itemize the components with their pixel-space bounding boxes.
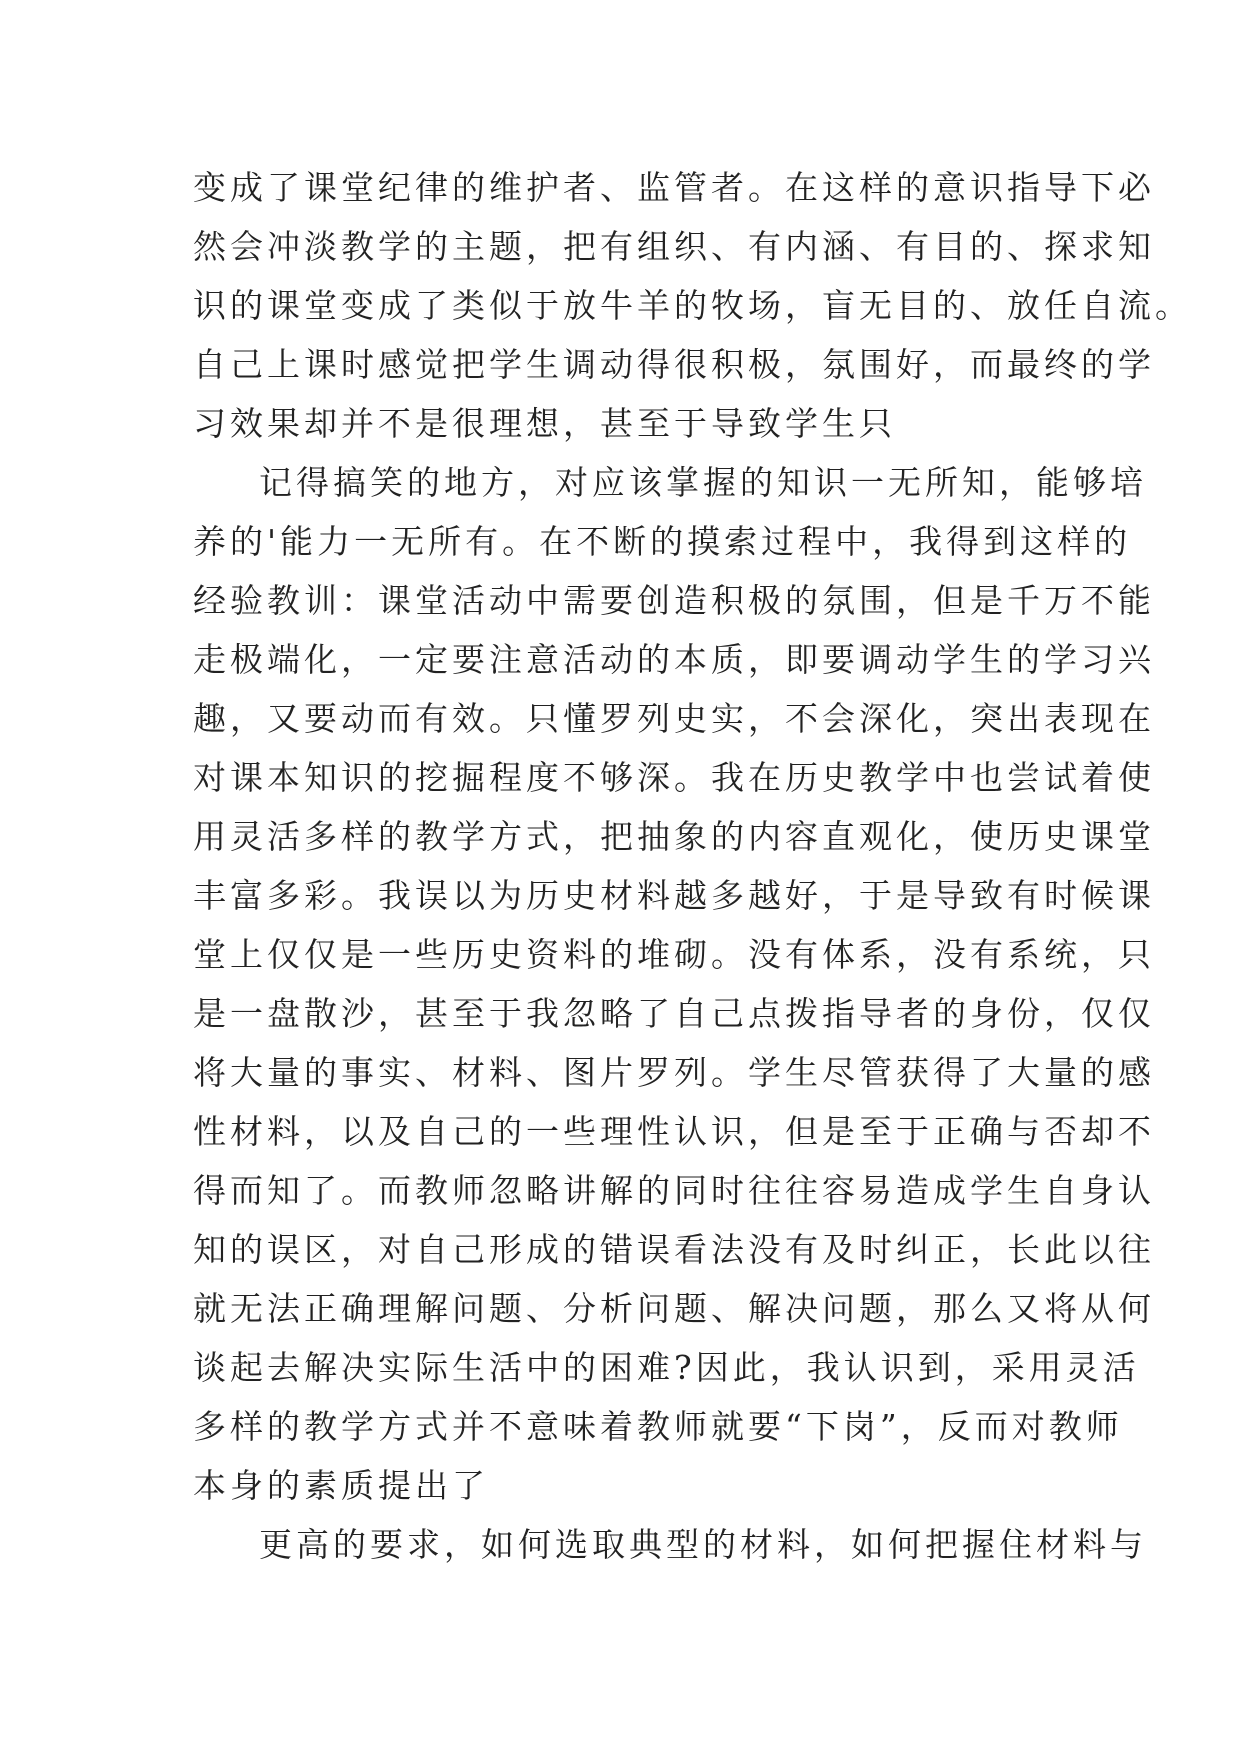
text-line: 然会冲淡教学的主题，把有组织、有内涵、有目的、探求知 (193, 227, 1155, 266)
text-line: 性材料，以及自己的一些理性认识，但是至于正确与否却不 (193, 1112, 1155, 1151)
text-line: 本身的素质提出了 (193, 1466, 489, 1505)
text-line: 得而知了。而教师忽略讲解的同时往往容易造成学生自身认 (193, 1171, 1155, 1210)
text-line: 多样的教学方式并不意味着教师就要“下岗”，反而对教师 (193, 1407, 1123, 1446)
text-line: 趣，又要动而有效。只懂罗列史实，不会深化，突出表现在 (193, 699, 1155, 738)
text-line: 用灵活多样的教学方式，把抽象的内容直观化，使历史课堂 (193, 817, 1155, 856)
text-line: 走极端化，一定要注意活动的本质，即要调动学生的学习兴 (193, 640, 1155, 679)
paragraph-first-line: 更高的要求，如何选取典型的材料，如何把握住材料与 (259, 1525, 1147, 1564)
text-line: 丰富多彩。我误以为历史材料越多越好，于是导致有时候课 (193, 876, 1155, 915)
text-line: 习效果却并不是很理想，甚至于导致学生只 (193, 404, 896, 443)
text-line: 养的'能力一无所有。在不断的摸索过程中，我得到这样的 (193, 522, 1132, 561)
paragraph-first-line: 记得搞笑的地方，对应该掌握的知识一无所知，能够培 (259, 463, 1147, 502)
text-line: 自己上课时感觉把学生调动得很积极，氛围好，而最终的学 (193, 345, 1155, 384)
text-line: 是一盘散沙，甚至于我忽略了自己点拨指导者的身份，仅仅 (193, 994, 1155, 1033)
body-text (193, 158, 1192, 1574)
text-line: 变成了课堂纪律的维护者、监管者。在这样的意识指导下必 (193, 168, 1155, 207)
text-line: 就无法正确理解问题、分析问题、解决问题，那么又将从何 (193, 1289, 1155, 1328)
text-line: 堂上仅仅是一些历史资料的堆砌。没有体系，没有系统，只 (193, 935, 1155, 974)
text-line: 知的误区，对自己形成的错误看法没有及时纠正，长此以往 (193, 1230, 1155, 1269)
text-line: 经验教训：课堂活动中需要创造积极的氛围，但是千万不能 (193, 581, 1155, 620)
text-line: 对课本知识的挖掘程度不够深。我在历史教学中也尝试着使 (193, 758, 1155, 797)
text-line: 谈起去解决实际生活中的困难?因此，我认识到，采用灵活 (193, 1348, 1140, 1387)
text-line: 识的课堂变成了类似于放牛羊的牧场，盲无目的、放任自流。 (193, 286, 1192, 325)
text-line: 将大量的事实、材料、图片罗列。学生尽管获得了大量的感 (193, 1053, 1155, 1092)
